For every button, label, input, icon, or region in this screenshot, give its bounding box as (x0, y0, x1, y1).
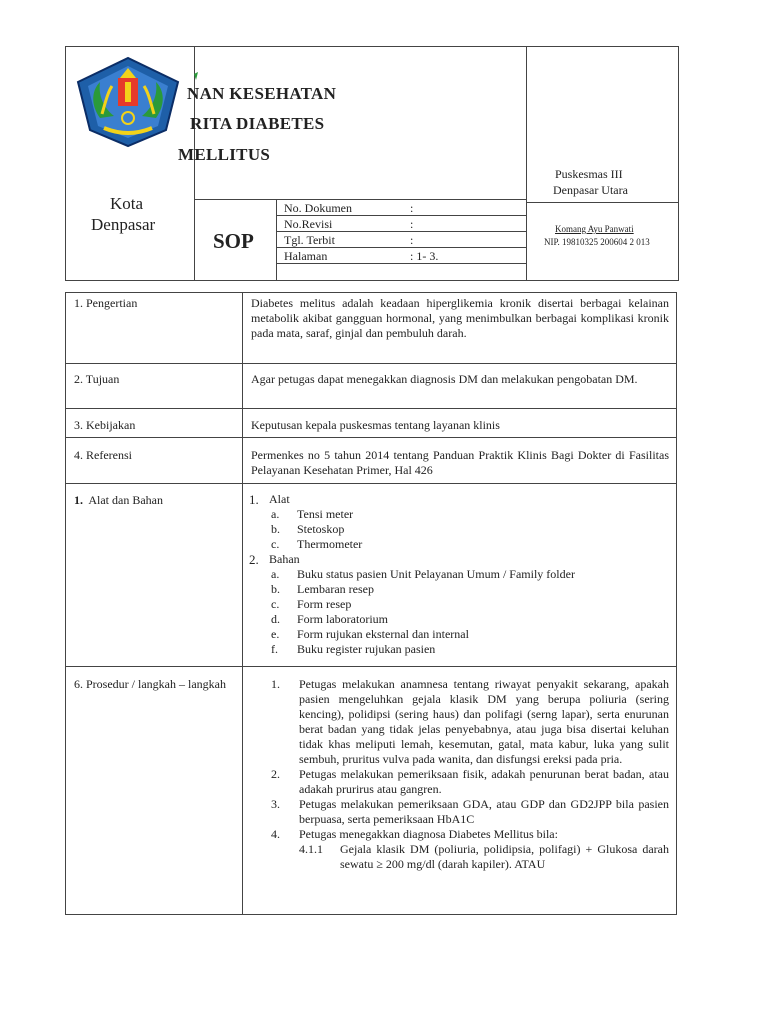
list-item: b. Lembaran resep (271, 582, 374, 596)
list-item: c. Form resep (271, 597, 352, 611)
list-item: a. Tensi meter (271, 507, 354, 521)
section-alat-bahan (65, 483, 677, 667)
procedure-step: 4. Petugas menegakkan diagnosa Diabetes Mellitus bila: (271, 827, 558, 841)
section-label: 1. Pengertian (74, 296, 138, 310)
section-pengertian (65, 292, 677, 364)
divider (242, 409, 243, 437)
signatory-name: Komang Ayu Panwati (555, 224, 634, 234)
city-label-line-2: Denpasar (91, 215, 156, 234)
list-item: c. Thermometer (271, 537, 363, 551)
facility-name-line-1: Puskesmas III (555, 167, 623, 181)
divider (526, 202, 678, 203)
procedure-step: 3. Petugas melakukan pemeriksaan GDA, atau GDP dan GD2JPP bila pasien berpuasa, serta pemeriksaan HbA1C (271, 797, 669, 826)
divider (242, 364, 243, 408)
procedure-step: 1. Petugas melakukan anamnesa tentang riwayat penyakit sekarang, apakah pasien mengeluhkan gejala klasik DM yang berupa poliuria (sering kencing), polidipsi (sering haus) dan polifagi (serng lapar), serta enurunan berat badan yang tidak jelas penyebabnya, atau juga bisa disertai keluhan tidak khas meliputi lemah, kesemutan, gatal, mata kabur, luka yang sulit sembuh, pruritus vulva pada wanita, dan disfungsi ereksi pada pria. (271, 677, 669, 766)
section-label: 4. Referensi (74, 448, 132, 462)
divider (276, 199, 277, 280)
city-label-line-1: Kota (110, 194, 144, 213)
procedure-step: 2. Petugas melakukan pemeriksaan fisik, adakah penurunan berat badan, atau adakah prurirus atau gangren. (271, 767, 669, 796)
procedure-substep: 4.1.1 Gejala klasik DM (poliuria, polidipsia, polifagi) + Glukosa darah sewatu ≥ 200 mg/dl (darah kapiler). ATAU (299, 842, 669, 871)
list-item: d. Form laboratorium (271, 612, 388, 626)
list-item: 1. Alat (249, 492, 290, 507)
section-label: 3. Kebijakan (74, 418, 136, 432)
section-text: Diabetes melitus adalah keadaan hiperglikemia kronik disertai berbagai kelainan metabolik akibat gangguan hormonal, yang menimbulkan berbagai komplikasi kronik pada mata, saraf, ginjal dan pembuluh darah. (251, 296, 669, 340)
section-text: Agar petugas dapat menegakkan diagnosis DM dan melakukan pengobatan DM. (251, 372, 638, 386)
divider (242, 667, 243, 914)
facility-name-line-2: Denpasar Utara (553, 183, 628, 197)
section-tujuan (65, 363, 677, 409)
doc-number-value: : (410, 201, 414, 215)
doc-number-label: No. Dokumen (284, 201, 352, 215)
document-title-line-2: RITA DIABETES (190, 114, 325, 133)
section-label: 6. Prosedur / langkah – langkah (74, 677, 226, 691)
section-referensi (65, 437, 677, 484)
sop-body-table (65, 292, 677, 915)
sop-label: SOP (213, 229, 254, 253)
section-label: 2. Tujuan (74, 372, 120, 386)
revision-label: No.Revisi (284, 217, 333, 231)
section-kebijakan (65, 408, 677, 438)
list-item: a. Buku status pasien Unit Pelayanan Umum / Family folder (271, 567, 575, 581)
list-item: 2. Bahan (249, 552, 300, 567)
equipment-list (249, 492, 669, 657)
section-prosedur (65, 666, 677, 915)
divider (242, 293, 243, 363)
procedure-steps (271, 677, 669, 872)
list-item: f. Buku register rujukan pasien (271, 642, 436, 656)
page-value: : 1- 3. (410, 249, 439, 263)
issue-date-value: : (410, 233, 414, 247)
divider (194, 199, 526, 200)
page-label: Halaman (284, 249, 328, 263)
document-title-line-3: MELLITUS (178, 145, 271, 164)
revision-value: : (410, 217, 414, 231)
list-item: e. Form rujukan eksternal dan internal (271, 627, 469, 641)
issue-date-label: Tgl. Terbit (284, 233, 335, 247)
signatory-nip: NIP. 19810325 200604 2 013 (544, 237, 650, 247)
list-item: b. Stetoskop (271, 522, 345, 536)
city-emblem-logo (70, 52, 198, 148)
divider (526, 47, 527, 280)
section-text: Permenkes no 5 tahun 2014 tentang Panduan Praktik Klinis Bagi Dokter di Fasilitas Pelayanan Kesehatan Primer, Hal 426 (251, 448, 669, 477)
divider (242, 438, 243, 483)
document-title-line-1: NAN KESEHATAN (187, 84, 337, 103)
section-text: Keputusan kepala puskesmas tentang layanan klinis (251, 418, 500, 432)
section-label: 1. Alat dan Bahan (74, 493, 163, 507)
divider (242, 484, 243, 666)
